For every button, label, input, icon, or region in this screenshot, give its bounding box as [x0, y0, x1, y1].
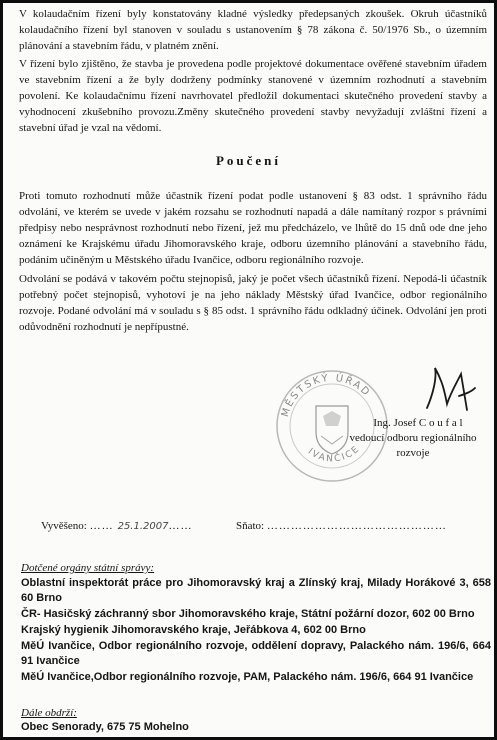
receivers-list [21, 720, 491, 736]
paragraph-appeal-instructions: Proti tomuto rozhodnutí může účastník řízení podat podle ustanovení § 83 odst. 1 správního řádu odvolání, ve kterém se uvede v jakém rozsahu se rozhodnutí napadá a dále namítaný rozpor s právními předpisy nebo nesprávnost rozhodnutí nebo řízení, jež mu předcházelo, ve lhůtě do 15 dnů ode dne jeho oznámení ke Krajskému úřadu Jihomoravského kraje, odboru územního plánování a stavebního řádu, podáním učiněným u Městského úřadu Ivančice, odboru regionálního rozvoje. [19, 190, 487, 266]
receivers-title: Dále obdrží: [21, 707, 77, 719]
paragraph-findings: V řízení bylo zjištěno, že stavba je provedena podle projektové dokumentace ověřené stavebním úřadem ve stavebním řízení a že byly dodrženy podmínky stanovené v územním rozhodnutí a stavebním povolení. Ke kolaudačnímu řízení navrhovatel předložil dokumentaci skutečného provedení stavby a vyhodnocení zkušebního provozu.Změny skutečného provedení stavby nevyžadují zvláštní řízení a stavební úřad je vzal na vědomí. [19, 58, 487, 134]
heading-pouceni: Poučení [215, 153, 282, 168]
list-item: ČR- Hasičský záchranný sbor Jihomoravského kraje, Státní požární dozor, 602 00 Brno [21, 608, 475, 620]
paragraph-appeal-copies: Odvolání se podává v takovém počtu stejnopisů, jaký je počet všech účastníků řízení. Nepodá-li účastník potřebný počet stejnopisů, vyhotoví je na jeho náklady Městský úřad Ivančice, odbor regionálního rozvoje. Podané odvolání má v souladu s § 85 odst. 1 správního řádu odkladný účinek. Odvolání jen proti odůvodnění rozhodnutí je nepřípustné. [19, 273, 487, 333]
posted-date: 25.1.2007 [117, 521, 169, 532]
removed-label: Sňato: [236, 520, 265, 532]
list-item: MěÚ Ivančice,Odbor regionálního rozvoje, PAM, Palackého nám. 196/6, 664 91 Ivančice [21, 671, 474, 683]
signature-icon [421, 364, 479, 418]
list-item: Krajský hygienik Jihomoravského kraje, Jeřábkova 4, 602 00 Brno [21, 624, 366, 636]
removed-field: Sňato: ……………………………………… [236, 520, 447, 532]
posted-field: Vyvěšeno: …… 25.1.2007…… [41, 520, 193, 532]
signature-block [333, 416, 493, 461]
posted-label: Vyvěšeno: [41, 520, 87, 532]
paragraph-inspection-results: V kolaudačním řízení byly konstatovány kladné výsledky předepsaných zkoušek. Okruh účastníků kolaudačního řízení byl stanoven v souladu s ustanovením § 78 zákona č. 50/1976 Sb., o územním plánování a stavebním řádu, v platném znění. [19, 8, 487, 52]
svg-text:IVANČICE: IVANČICE [305, 443, 363, 465]
signer-name: Ing. Josef C o u f a l [373, 417, 463, 429]
signer-title: vedoucí odboru regionálního rozvoje [349, 432, 477, 459]
affected-authorities-list [21, 576, 491, 686]
affected-authorities-title: Dotčené orgány státní správy: [21, 562, 155, 574]
list-item: MěÚ Ivančice, Odbor regionálního rozvoje, oddělení dopravy, Palackého nám. 196/6, 664 91 Ivančice [21, 640, 491, 667]
list-item: Obec Senorady, 675 75 Mohelno [21, 721, 189, 733]
svg-text:MĚSTSKÝ ÚŘAD: MĚSTSKÝ ÚŘAD [279, 372, 373, 419]
list-item: Oblastní inspektorát práce pro Jihomoravský kraj a Zlínský kraj, Milady Horákové 3, 658 60 Brno [21, 577, 491, 604]
